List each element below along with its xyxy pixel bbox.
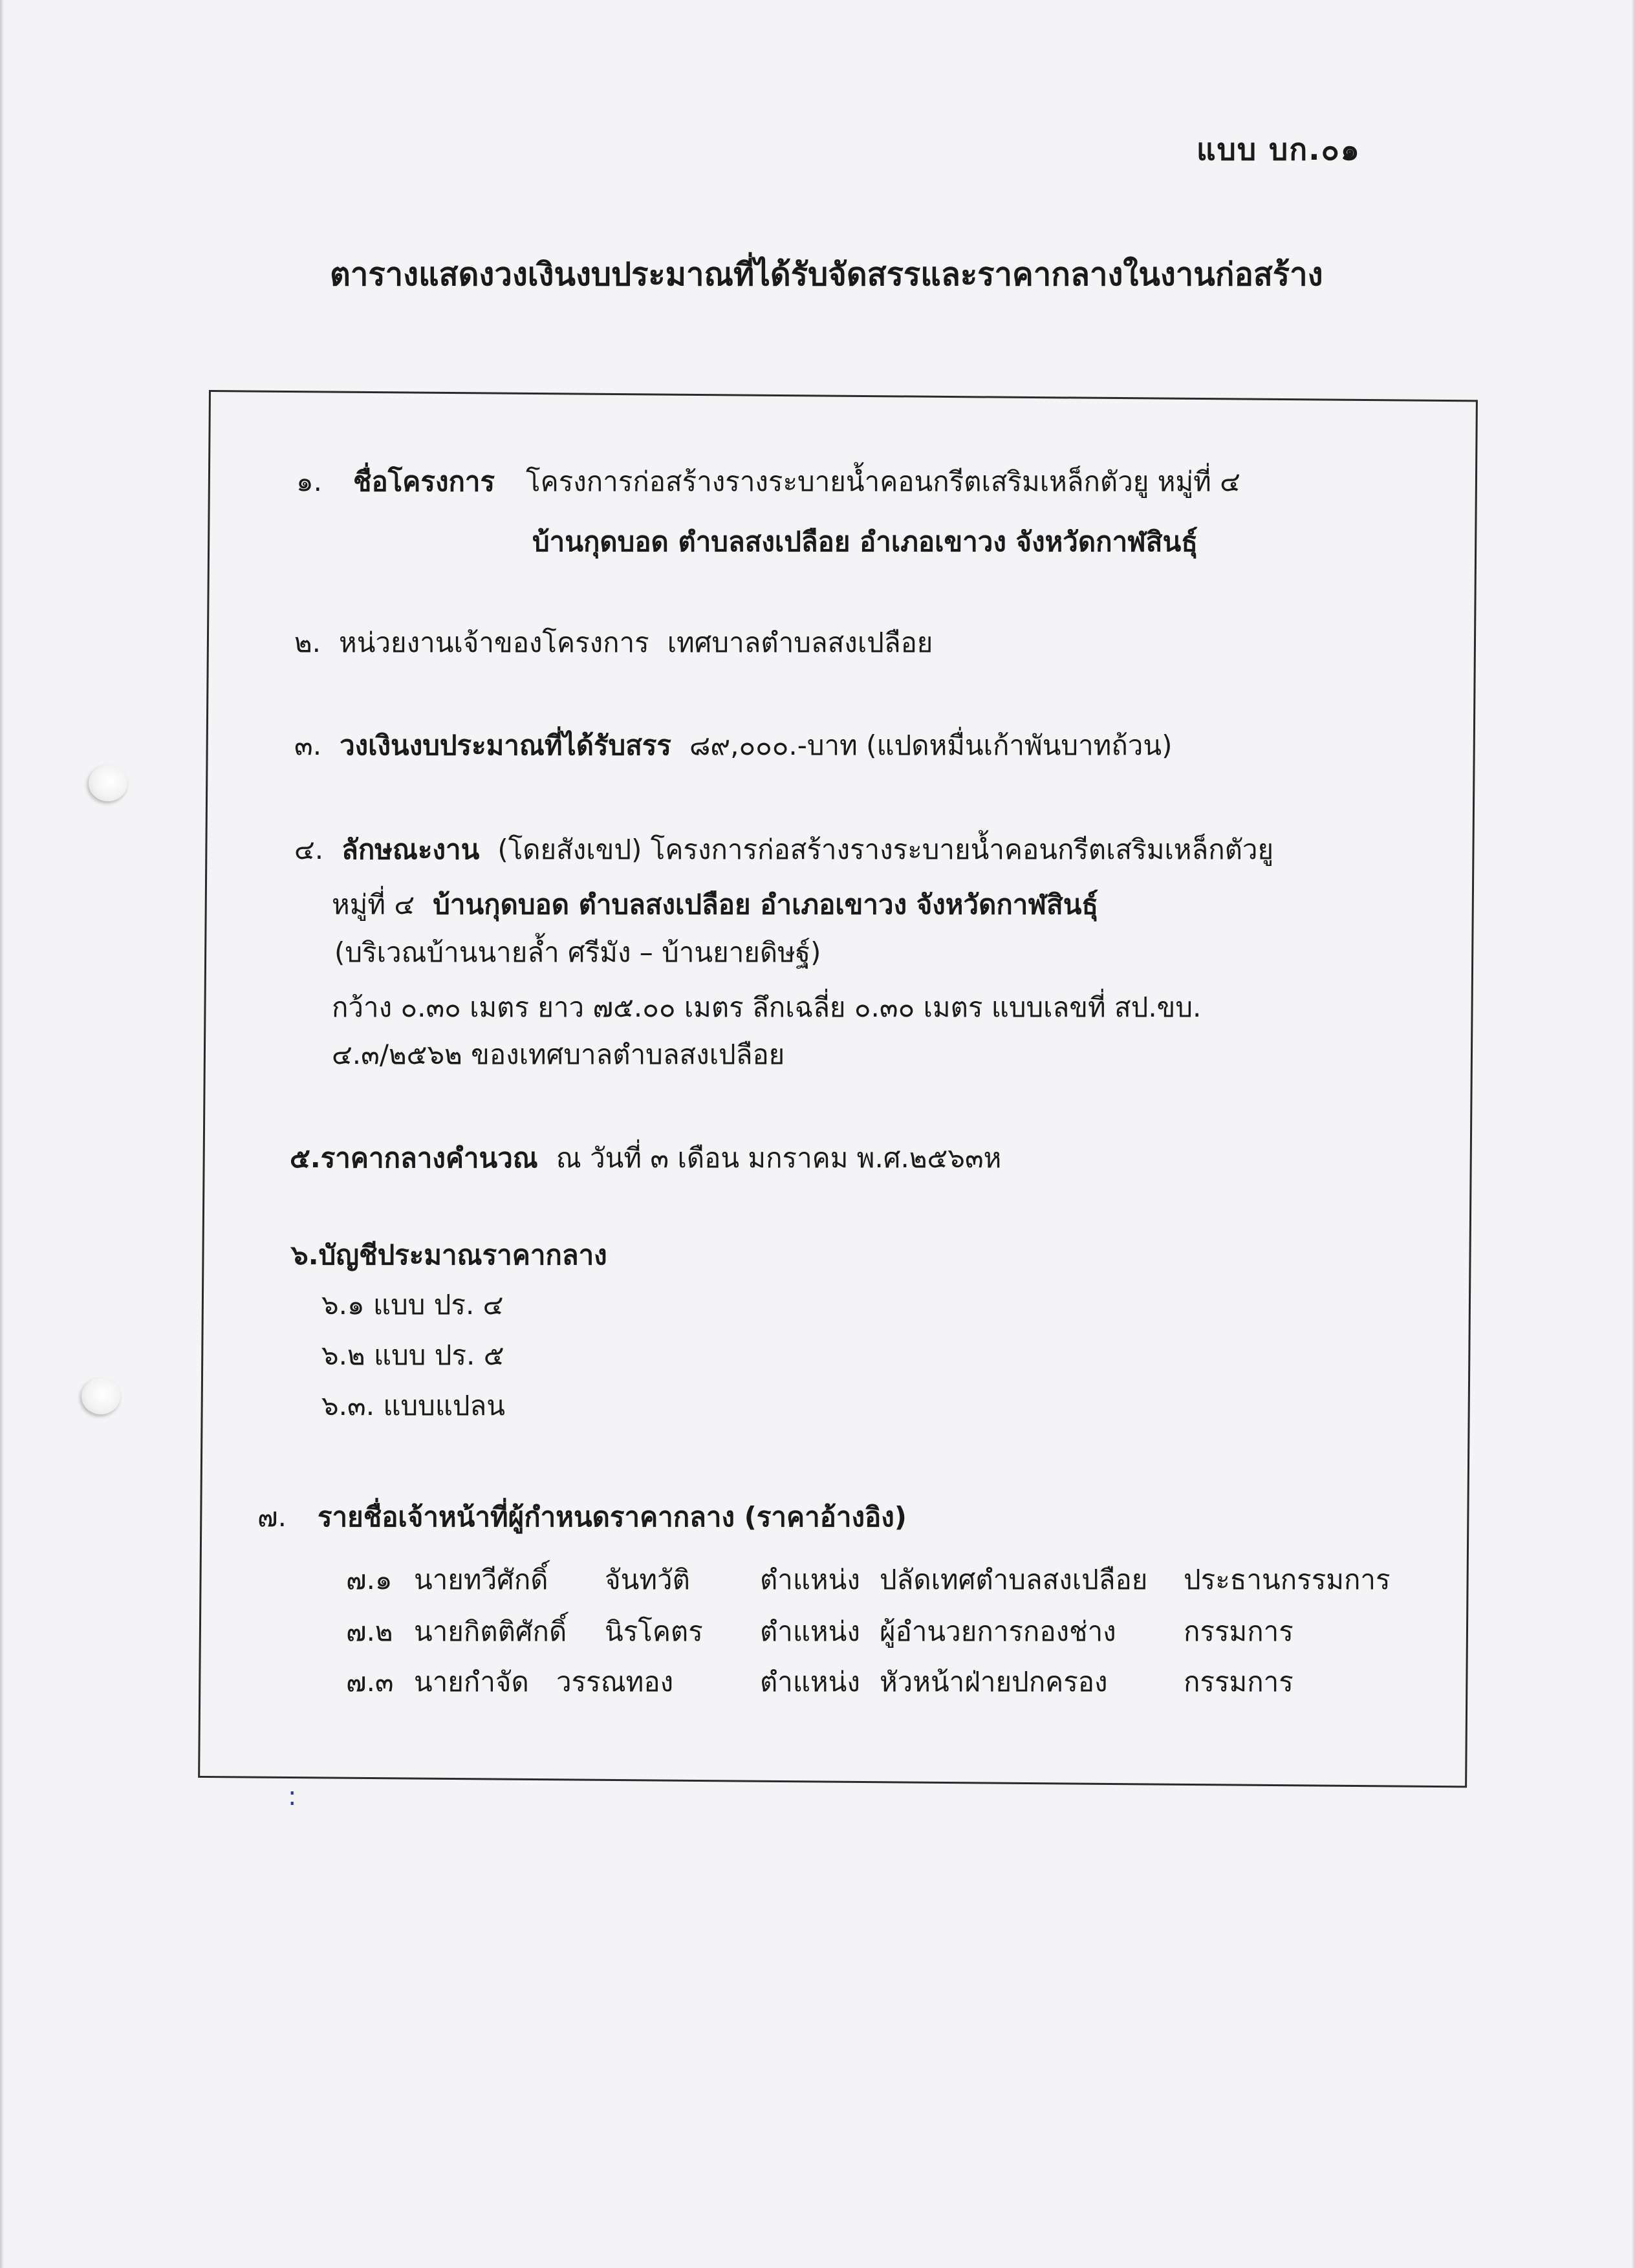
official-name: นายกำจัด <box>414 1666 529 1698</box>
official-surname: นิรโคตร <box>605 1615 703 1647</box>
item1-label: ชื่อโครงการ <box>353 466 495 497</box>
official-position-label: ตำแหน่ง <box>760 1564 860 1595</box>
official-position: ปลัดเทศตำบลสงเปลือย <box>880 1564 1148 1595</box>
official-position-label: ตำแหน่ง <box>760 1666 860 1698</box>
item2-line <box>294 621 933 664</box>
official-name: นายทวีศักดิ์ <box>414 1564 548 1595</box>
item1-number: ๑. <box>296 466 323 497</box>
item4-label: ลักษณะงาน <box>341 834 480 865</box>
item6-sub1: ๖.๑ แบบ ปร. ๔ <box>321 1289 504 1321</box>
punch-hole-bottom <box>81 1378 120 1414</box>
item7-label: รายชื่อเจ้าหน้าที่ผู้กำหนดราคากลาง (ราคาอ้างอิง) <box>317 1501 907 1533</box>
official-role: ประธานกรรมการ <box>1184 1564 1391 1595</box>
official-no: ๗.๓ <box>346 1666 394 1698</box>
form-code: แบบ บก.๐๑ <box>1196 132 1361 167</box>
item3-label: วงเงินงบประมาณที่ได้รับสรร <box>340 729 671 761</box>
item4-location: บ้านกุดบอด ตำบลสงเปลือย อำเภอเขาวง จังหวัดกาฬสินธุ์ <box>433 889 1099 920</box>
official-no: ๗.๑ <box>346 1564 393 1595</box>
official-name: นายกิตติศักดิ์ <box>414 1615 567 1647</box>
item6-sub3: ๖.๓. แบบแปลน <box>321 1390 505 1421</box>
item3-line <box>294 724 1172 767</box>
item3-number: ๓. <box>294 729 322 761</box>
official-no: ๗.๒ <box>346 1615 393 1647</box>
punch-hole-top <box>89 765 127 801</box>
item1-line2: บ้านกุดบอด ตำบลสงเปลือย อำเภอเขาวง จังหวัดกาฬสินธุ์ <box>532 526 1198 557</box>
item2-value: เทศบาลตำบลสงเปลือย <box>667 627 933 658</box>
item4-number: ๔. <box>294 834 324 865</box>
item4-line1-rest: (โดยสังเขป) โครงการก่อสร้างรางระบายน้ำคอนกรีตเสริมเหล็กตัวยู <box>497 834 1274 865</box>
item5-label: ๕.ราคากลางคำนวณ <box>290 1142 538 1174</box>
item4-line1 <box>294 828 1273 871</box>
official-surname: วรรณทอง <box>556 1666 674 1698</box>
official-surname: จันทวัติ <box>605 1564 690 1595</box>
item4-line2 <box>332 883 1098 926</box>
official-position-label: ตำแหน่ง <box>760 1615 860 1647</box>
item1-value: โครงการก่อสร้างรางระบายน้ำคอนกรีตเสริมเหล็กตัวยู หมู่ที่ ๔ <box>526 466 1240 497</box>
item1-line1 <box>296 460 1240 503</box>
item7-line <box>257 1496 907 1539</box>
official-role: กรรมการ <box>1184 1615 1294 1647</box>
item5-value: ณ วันที่ ๓ เดือน มกราคม พ.ศ.๒๕๖๓ห <box>556 1142 1002 1174</box>
item2-number: ๒. <box>294 627 321 658</box>
item6-label: ๖.บัญชีประมาณราคากลาง <box>291 1239 607 1271</box>
official-role: กรรมการ <box>1184 1666 1294 1698</box>
item4-line3: (บริเวณบ้านนายล้ำ ศรีมัง – บ้านยายดิษฐ์) <box>334 936 821 968</box>
item4-line5: ๔.๓/๒๕๖๒ ของเทศบาลตำบลสงเปลือย <box>332 1039 785 1070</box>
item4-line4: กว้าง ๐.๓๐ เมตร ยาว ๗๕.๐๐ เมตร ลึกเฉลี่ย ๐.๓๐ เมตร แบบเลขที่ สป.ขบ. <box>332 991 1202 1023</box>
official-position: หัวหน้าฝ่ายปกครอง <box>880 1666 1108 1698</box>
item2-label: หน่วยงานเจ้าของโครงการ <box>339 627 649 658</box>
item3-value: ๘๙,๐๐๐.-บาท (แปดหมื่นเก้าพันบาทถ้วน) <box>689 729 1173 761</box>
item7-number: ๗. <box>257 1501 287 1533</box>
official-position: ผู้อำนวยการกองช่าง <box>880 1615 1116 1647</box>
item4-moo: หมู่ที่ ๔ <box>332 889 415 920</box>
item6-sub2: ๖.๒ แบบ ปร. ๕ <box>321 1339 504 1371</box>
stray-mark: : <box>288 1782 297 1811</box>
right-page-edge <box>1631 0 1635 2268</box>
left-page-edge <box>0 0 4 2268</box>
document-title: ตารางแสดงวงเงินงบประมาณที่ได้รับจัดสรรและราคากลางในงานก่อสร้าง <box>330 256 1323 293</box>
item5-line <box>290 1137 1001 1180</box>
